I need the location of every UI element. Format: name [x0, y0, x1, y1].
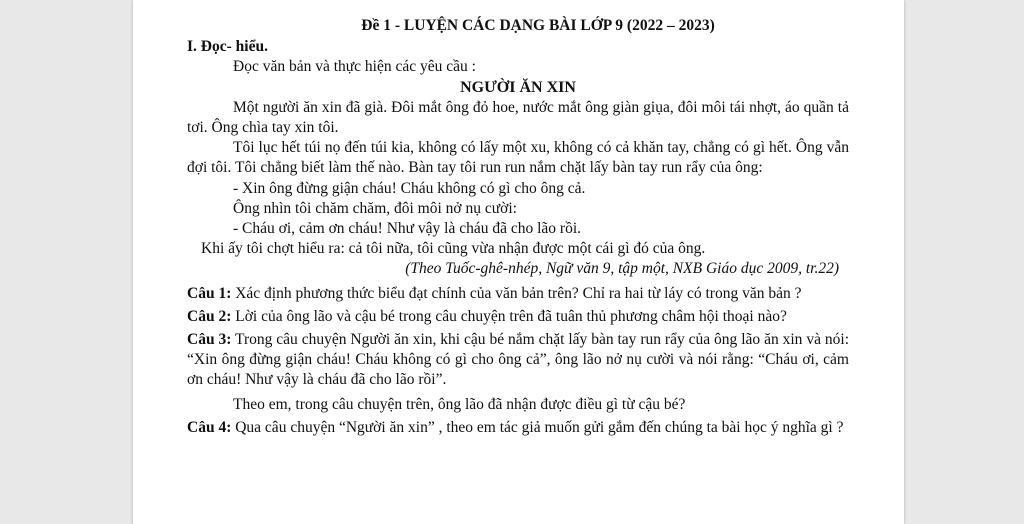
question-label: Câu 4:: [187, 418, 232, 436]
question-label: Câu 1:: [187, 284, 232, 302]
story-paragraph: Tôi lục hết túi nọ đến túi kia, không có lấy một xu, không có cả khăn tay, chẳng có gì hết. Ông vẫn đợi tôi. Tôi chẳng biết làm thế nào. Bàn tay tôi run run nắm chặt lấy bàn tay run rẩy của ông:: [187, 139, 849, 177]
question-1: [187, 284, 849, 304]
story-paragraph: Ông nhìn tôi chăm chăm, đôi môi nở nụ cười:: [233, 199, 517, 217]
question-text: Trong câu chuyện Người ăn xin, khi cậu bé nắm chặt lấy bàn tay run rẩy của ông lão ăn xin và nói: “Xin ông đừng giận cháu! Cháu không có gì cho ông cả”, ông lão nở nụ cười và nói rằng: “Cháu ơi, cảm ơn cháu! Như vậy là cháu đã cho lão rồi”.: [187, 331, 849, 389]
document-content: [187, 16, 849, 441]
section-heading: I. Đọc- hiểu.: [187, 38, 268, 56]
story-paragraph: Khi ấy tôi chợt hiểu ra: cả tôi nữa, tôi cũng vừa nhận được một cái gì đó của ông.: [201, 240, 706, 258]
question-text: Lời của ông lão và cậu bé trong câu chuyện trên đã tuân thủ phương châm hội thoại nào?: [231, 307, 787, 325]
question-3: [187, 330, 849, 391]
story-dialogue: - Xin ông đừng giận cháu! Cháu không có gì cho ông cả.: [233, 179, 586, 197]
story-dialogue: - Cháu ơi, cảm ơn cháu! Như vậy là cháu đã cho lão rồi.: [233, 220, 582, 238]
question-label: Câu 2:: [187, 307, 232, 325]
question-4: [187, 418, 849, 438]
question-text: Qua câu chuyện “Người ăn xin” , theo em tác giả muốn gửi gắm đến chúng ta bài học ý nghĩa gì ?: [231, 418, 844, 436]
question-3-followup: Theo em, trong câu chuyện trên, ông lão đã nhận được điều gì từ cậu bé?: [233, 395, 686, 413]
document-title: Đề 1 - LUYỆN CÁC DẠNG BÀI LỚP 9 (2022 – 2023): [361, 17, 715, 34]
document-page: [133, 0, 904, 524]
question-text: Xác định phương thức biểu đạt chính của văn bản trên? Chỉ ra hai từ láy có trong văn bản ?: [231, 284, 802, 302]
story-paragraph: Một người ăn xin đã già. Đôi mắt ông đỏ hoe, nước mắt ông giàn giụa, đôi môi tái nhợt, áo quần tả tơi. Ông chìa tay xin tôi.: [187, 98, 849, 137]
instruction-text: Đọc văn bản và thực hiện các yêu cầu :: [233, 58, 476, 76]
story-source: (Theo Tuốc-ghê-nhép, Ngữ văn 9, tập một, NXB Giáo dục 2009, tr.22): [405, 260, 839, 278]
question-label: Câu 3:: [187, 331, 232, 349]
story-title: NGƯỜI ĂN XIN: [460, 78, 576, 96]
question-2: [187, 307, 849, 327]
